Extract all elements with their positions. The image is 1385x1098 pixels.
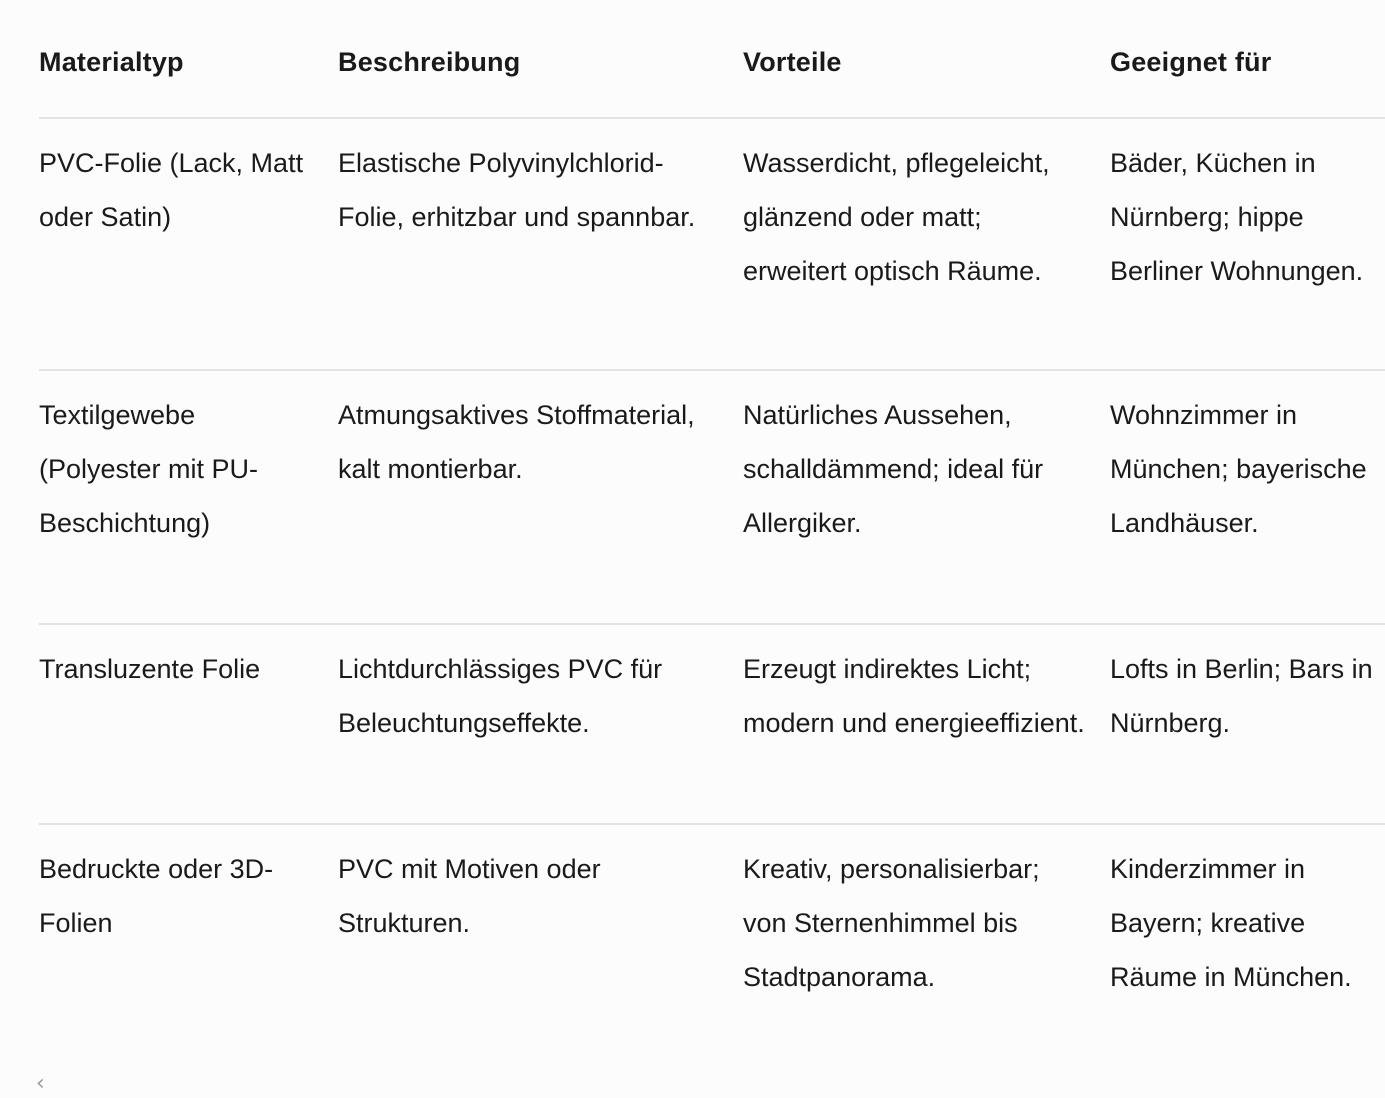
cell-beschreibung: Lichtdurchlässiges PVC für Beleuchtungseffekte.	[338, 624, 743, 824]
cell-beschreibung: Elastische Polyvinylchlorid-Folie, erhitzbar und spannbar.	[338, 118, 743, 370]
table-header-row	[39, 0, 1385, 118]
table-row	[39, 118, 1385, 370]
table-row	[39, 624, 1385, 824]
header-beschreibung: Beschreibung	[338, 0, 743, 118]
cell-geeignet-fuer: Bäder, Küchen in Nürnberg; hippe Berliner Wohnungen.	[1110, 118, 1385, 370]
cell-geeignet-fuer: Lofts in Berlin; Bars in Nürnberg.	[1110, 624, 1385, 824]
cell-vorteile: Natürliches Aussehen, schalldämmend; ideal für Allergiker.	[743, 370, 1110, 624]
cell-vorteile: Wasserdicht, pflegeleicht, glänzend oder matt; erweitert optisch Räume.	[743, 118, 1110, 370]
cell-beschreibung: Atmungsaktives Stoffmaterial, kalt montierbar.	[338, 370, 743, 624]
table-row	[39, 370, 1385, 624]
header-vorteile: Vorteile	[743, 0, 1110, 118]
scroll-left-chevron-icon[interactable]: ‹	[36, 1071, 45, 1096]
cell-materialtyp: Textilgewebe (Polyester mit PU-Beschichtung)	[39, 370, 338, 624]
cell-geeignet-fuer: Kinderzimmer in Bayern; kreative Räume in München.	[1110, 854, 1352, 992]
cell-materialtyp: PVC-Folie (Lack, Matt oder Satin)	[39, 118, 338, 370]
materials-table-container	[39, 0, 1385, 1074]
materials-table	[39, 0, 1385, 1074]
cell-vorteile: Erzeugt indirektes Licht; modern und energieeffizient.	[743, 624, 1110, 824]
cell-vorteile: Kreativ, personalisierbar; von Sternenhimmel bis Stadtpanorama.	[743, 854, 1040, 992]
cell-materialtyp: Bedruckte oder 3D-Folien	[39, 854, 274, 938]
header-geeignet-fuer: Geeignet für	[1110, 0, 1385, 118]
header-materialtyp: Materialtyp	[39, 0, 338, 118]
cell-beschreibung: PVC mit Motiven oder Strukturen.	[338, 854, 601, 938]
cell-geeignet-fuer: Wohnzimmer in München; bayerische Landhäuser.	[1110, 370, 1385, 624]
table-row	[39, 824, 1385, 1074]
cell-materialtyp: Transluzente Folie	[39, 624, 338, 824]
